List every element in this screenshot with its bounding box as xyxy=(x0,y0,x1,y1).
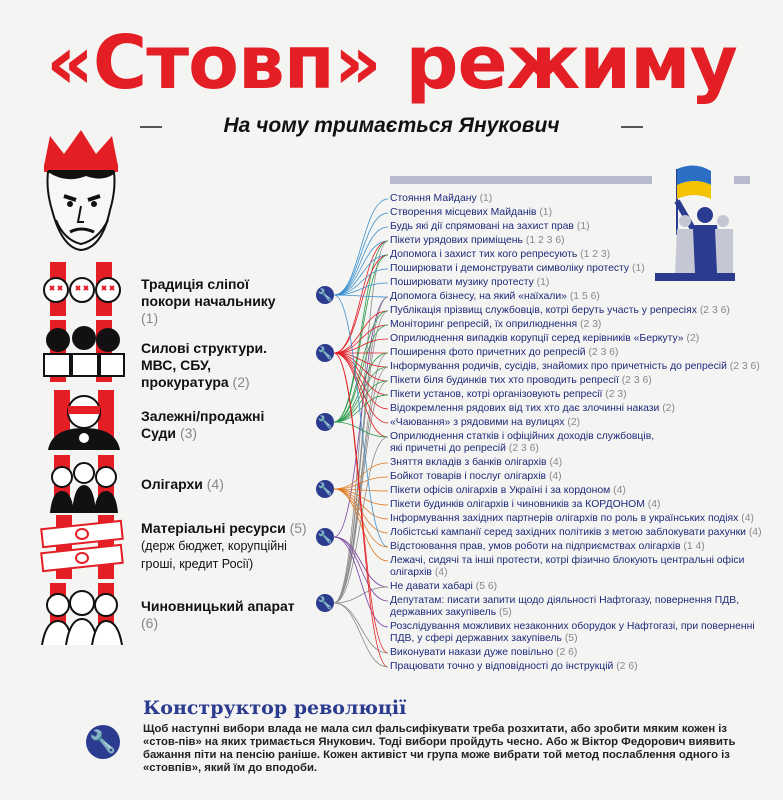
method-item xyxy=(390,207,552,219)
method-refs: (4) xyxy=(434,567,448,578)
pillar-6-num: (6) xyxy=(141,615,159,631)
method-refs: (1) xyxy=(576,221,590,232)
method-item xyxy=(390,319,601,331)
method-text: Пікети будинків олігархів і чиновників за КОРДОНОМ xyxy=(390,499,645,510)
method-item xyxy=(390,361,760,373)
method-refs: (2) xyxy=(662,403,675,414)
wrench-icon: 🔧 xyxy=(317,482,333,496)
method-text: Інформування західних партнерів олігархів по роль в українських подіях xyxy=(390,513,739,524)
connector-line xyxy=(334,311,388,353)
method-refs: (2 6) xyxy=(556,647,578,658)
method-item xyxy=(390,457,562,469)
method-refs: (1) xyxy=(539,207,553,218)
method-text: Пікети біля будинків тих хто проводить репресії xyxy=(390,375,619,386)
pillar-3-num: (3) xyxy=(179,425,198,441)
method-text: Оприлюднення випадків корупції серед керівників «Беркуту» xyxy=(390,333,684,344)
method-refs: (4) xyxy=(613,485,626,496)
connector-line xyxy=(334,241,388,295)
wrench-icon: 🔧 xyxy=(317,596,333,610)
method-item xyxy=(390,661,638,673)
method-refs: (4) xyxy=(647,499,661,510)
method-refs: (5) xyxy=(564,633,578,644)
connector-line xyxy=(334,353,388,381)
method-item xyxy=(390,403,675,415)
method-text: Створення місцевих Майданів xyxy=(390,207,537,218)
method-item xyxy=(390,527,762,539)
pillar-4-label: Олігархи xyxy=(141,476,203,492)
connector-line xyxy=(334,297,388,603)
method-text: Виконувати накази дуже повільно xyxy=(390,647,554,658)
method-text: Інформування родичів, сусідів, знайомих про причетність до репресій xyxy=(390,361,727,372)
method-refs: (1) xyxy=(479,193,493,204)
method-text: Відокремлення рядових від тих хто дає злочинні накази xyxy=(390,403,660,414)
page-title: «Стовп» режиму xyxy=(46,20,737,106)
connector-line xyxy=(334,437,388,603)
method-item xyxy=(390,375,652,387)
method-text: Публікація прізвищ службовців, котрі беруть участь у репресіях xyxy=(390,305,697,316)
method-text: Поширювати і демонструвати символіку протесту xyxy=(390,263,630,274)
connector-line xyxy=(334,353,388,653)
method-text-cont: олігархів xyxy=(390,567,432,578)
method-item xyxy=(390,499,661,511)
connector-line xyxy=(334,353,388,603)
method-refs: (2) xyxy=(686,333,700,344)
method-text: Стояння Майдану xyxy=(390,193,477,204)
pillar-2-label: Силові структури. МВС, СБУ, прокуратура xyxy=(141,340,268,390)
method-text: «Чаювання» з рядовими на вулицях xyxy=(390,417,565,428)
method-item xyxy=(390,235,565,247)
footer-text: Щоб наступні вибори влада не мала сил фальсифікувати треба розхитати, або зробити мяким кожен із «стов-пів» на яких тримається Янукович. Тоді вибори пройдуть чесно. Або ж Віктор Федорович виявить бажання піти на пенсію раніше. Кожен активіст чи група може вибрати той метод послаблення одного із «стовпів», який їм до вподоби. xyxy=(143,723,736,774)
method-item xyxy=(390,431,654,455)
subtitle: На чому тримається Янукович xyxy=(223,114,560,137)
method-text: Бойкот товарів і послуг олігархів xyxy=(390,471,547,482)
method-refs: (2 3) xyxy=(605,389,627,400)
method-refs: (5 6) xyxy=(475,581,498,592)
wrench-icon: 🔧 xyxy=(317,530,333,544)
method-item xyxy=(390,417,580,429)
connector-line xyxy=(334,603,388,653)
pillar-5-num: (5) xyxy=(289,520,307,536)
method-text: Лежачі, сидячі та інші протести, котрі фізично блокують центральні офіси xyxy=(390,555,745,566)
method-text: Депутатам: писати запити щодо діяльності Нафтогазу, повернення ПДВ, xyxy=(390,595,740,606)
method-text-cont: які причетні до репресій xyxy=(390,443,506,454)
method-item xyxy=(390,471,562,483)
method-refs: (2 3 6) xyxy=(588,347,619,358)
method-text: Працювати точно у відповідності до інструкцій xyxy=(390,661,614,672)
pillar-6-label: Чиновницький апарат xyxy=(141,598,295,614)
method-refs: (1 5 6) xyxy=(569,291,600,302)
pillar-5-sub: (держ бюджет, корупційні гроші, кредит Росії) xyxy=(141,539,287,571)
method-text: Зняття вкладів з банків олігархів xyxy=(390,457,547,468)
method-refs: (2 6) xyxy=(616,661,638,672)
pillar-1-label: Традиція сліпої покори начальнику xyxy=(141,276,276,309)
connector-line xyxy=(334,353,388,667)
method-item xyxy=(390,647,577,659)
wrench-icon: 🔧 xyxy=(317,346,333,360)
pillar-4-num: (4) xyxy=(206,476,224,492)
connector-line xyxy=(334,367,388,603)
method-refs: (1 2 3 6) xyxy=(525,235,565,246)
method-refs: (5) xyxy=(499,607,512,618)
method-item xyxy=(390,513,754,525)
method-text-cont: державних закупівель xyxy=(390,607,497,618)
method-refs: (2 3 6) xyxy=(699,305,730,316)
method-text: Оприлюднення статків і офіційних доходів службовців, xyxy=(390,431,655,442)
wrench-icon: 🔧 xyxy=(317,288,333,302)
method-item xyxy=(390,305,730,317)
method-item xyxy=(390,221,590,233)
connector-line xyxy=(334,603,388,667)
connector-line xyxy=(334,339,388,353)
method-text: Допомога бізнесу, на який «наїхали» xyxy=(390,291,567,302)
method-item xyxy=(390,333,699,345)
method-item xyxy=(390,291,600,303)
method-text: Допомога і захист тих кого репресують xyxy=(390,249,578,260)
method-refs: (1) xyxy=(632,263,645,274)
method-text: Поширення фото причетних до репресій xyxy=(390,347,586,358)
method-text: Пікети установ, котрі організовують репресії xyxy=(390,389,603,400)
method-refs: (4) xyxy=(748,527,762,538)
method-item xyxy=(390,555,744,579)
pillar-5-label: Матеріальні ресурси xyxy=(141,520,286,536)
method-text: Розслідування можливих незаконних оборудок у Нафтогазі, при поверненні xyxy=(390,621,755,632)
method-text: Лобістські кампанії серед західних політиків з метою заблокувати рахунки xyxy=(390,527,746,538)
method-item xyxy=(390,621,755,645)
method-refs: (2 3 6) xyxy=(621,375,652,386)
method-text: Моніторинг репресій, їх оприлюднення xyxy=(390,319,578,330)
connector-line xyxy=(334,199,388,295)
connector-line xyxy=(334,353,388,409)
method-item xyxy=(390,581,497,593)
pillar-1-num: (1) xyxy=(141,310,159,326)
method-item xyxy=(390,485,626,497)
method-text: Відстоювання прав, умов роботи на підприємствах олігархів xyxy=(390,541,681,552)
method-refs: (4) xyxy=(741,513,754,524)
method-text: Поширювати музику протесту xyxy=(390,277,534,288)
method-item xyxy=(390,193,492,205)
pillar-2-num: (2) xyxy=(232,374,250,390)
method-refs: (4) xyxy=(549,457,563,468)
method-item xyxy=(390,595,739,619)
method-item xyxy=(390,249,610,261)
method-refs: (2) xyxy=(567,417,581,428)
method-item xyxy=(390,389,627,401)
method-text: Пікети офісів олігархів в Україні і за кордоном xyxy=(390,485,611,496)
method-text: Не давати хабарі xyxy=(390,581,473,592)
method-item xyxy=(390,347,618,359)
pillar-3-label: Залежні/продажні Суди xyxy=(141,408,265,441)
method-text-cont: ПДВ, у сфері державних закупівель xyxy=(390,633,562,644)
method-text: Пікети урядових приміщень xyxy=(390,235,523,246)
connector-line xyxy=(334,537,388,627)
wrench-icon: 🔧 xyxy=(317,415,333,429)
method-refs: (4) xyxy=(548,471,562,482)
method-item xyxy=(390,541,705,553)
method-item xyxy=(390,277,549,289)
method-refs: (1 2 3) xyxy=(580,249,611,260)
method-refs: (2 3) xyxy=(580,319,602,330)
footer-title: Конструктор революції xyxy=(143,697,407,719)
wrench-icon: 🔧 xyxy=(86,725,120,759)
method-refs: (1) xyxy=(536,277,550,288)
method-text: Будь які дії спрямовані на захист прав xyxy=(390,221,574,232)
method-refs: (1 4) xyxy=(683,541,705,552)
method-refs: (2 3 6) xyxy=(729,361,760,372)
method-refs: (2 3 6) xyxy=(508,443,539,454)
method-item xyxy=(390,263,645,275)
